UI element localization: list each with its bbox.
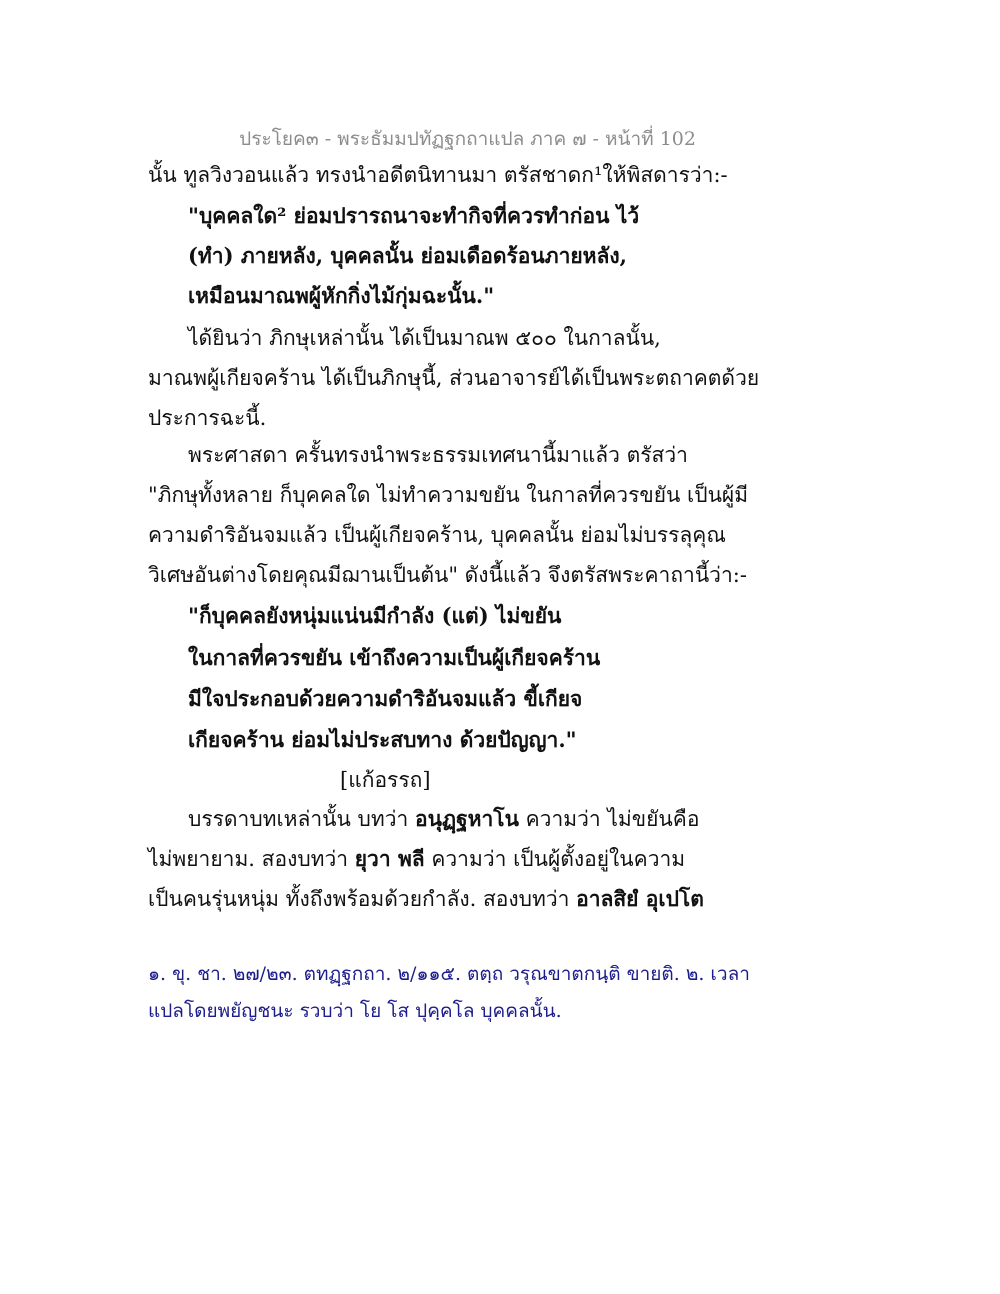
- paragraph-line: [148, 888, 704, 910]
- paragraph-line: [148, 848, 685, 870]
- paragraph-line: ความดำริอันจมแล้ว เป็นผู้เกียจคร้าน, บุคคลนั้น ย่อมไม่บรรลุคุณ: [148, 523, 726, 547]
- pali-term: อนุฏฺฐหาโน: [415, 806, 519, 831]
- paragraph-line: [188, 808, 699, 830]
- pali-term: ยุวา พลี: [354, 846, 425, 871]
- paragraph-line: ประการฉะนี้.: [148, 406, 267, 430]
- verse-line: เหมือนมาณพผู้หักกิ่งไม้กุ่มฉะนั้น.": [188, 283, 495, 308]
- footnote-line: แปลโดยพยัญชนะ รวบว่า โย โส ปุคฺคโล บุคคลนั้น.: [148, 1000, 562, 1022]
- verse-line: มีใจประกอบด้วยความดำริอันจมแล้ว ขี้เกียจ: [188, 686, 583, 711]
- paragraph-line: ได้ยินว่า ภิกษุเหล่านั้น ได้เป็นมาณพ ๕๐๐ ในกาลนั้น,: [188, 326, 661, 350]
- line-text: ความว่า เป็นผู้ตั้งอยู่ในความ: [424, 847, 686, 871]
- line-text: ความว่า ไม่ขยันคือ: [518, 807, 700, 831]
- line-text: เป็นคนรุ่นหนุ่ม ทั้งถึงพร้อมด้วยกำลัง. สองบทว่า: [148, 887, 577, 911]
- page-header: ประโยค๓ - พระธัมมปทัฏฐกถาแปล ภาค ๗ - หน้าที่ 102: [239, 128, 696, 150]
- verse-line: "ก็บุคคลยังหนุ่มแน่นมีกำลัง (แต่) ไม่ขยัน: [188, 603, 562, 628]
- verse-line: ในกาลที่ควรขยัน เข้าถึงความเป็นผู้เกียจคร้าน: [188, 645, 601, 670]
- verse-line: เกียจคร้าน ย่อมไม่ประสบทาง ด้วยปัญญา.": [188, 727, 577, 752]
- line-text: ไม่พยายาม. สองบทว่า: [148, 847, 355, 871]
- verse-line: (ทำ) ภายหลัง, บุคคลนั้น ย่อมเดือดร้อนภายหลัง,: [188, 243, 627, 268]
- paragraph-line: "ภิกษุทั้งหลาย ก็บุคคลใด ไม่ทำความขยัน ในกาลที่ควรขยัน เป็นผู้มี: [148, 483, 749, 507]
- line-text: บรรดาบทเหล่านั้น บทว่า: [188, 807, 415, 831]
- paragraph-line: มาณพผู้เกียจคร้าน ได้เป็นภิกษุนี้, ส่วนอาจารย์ได้เป็นพระตถาคตด้วย: [148, 366, 760, 390]
- paragraph-line: นั้น ทูลวิงวอนแล้ว ทรงนำอดีตนิทานมา ตรัสชาดก¹ให้พิสดารว่า:-: [148, 163, 728, 187]
- paragraph-line: พระศาสดา ครั้นทรงนำพระธรรมเทศนานี้มาแล้ว ตรัสว่า: [188, 443, 688, 467]
- section-heading: [แก้อรรถ]: [340, 768, 431, 792]
- footnote-line: ๑. ขุ. ชา. ๒๗/๒๓. ตทฏฺฐกถา. ๒/๑๑๕. ตตฺถ วรุณขาตกนฺติ ขายติ. ๒. เวลา: [148, 963, 750, 985]
- paragraph-line: วิเศษอันต่างโดยคุณมีฌานเป็นต้น" ดังนี้แล้ว จึงตรัสพระคาถานี้ว่า:-: [148, 563, 747, 587]
- pali-term: อาลสิยํ อุเปโต: [576, 886, 704, 911]
- verse-line: "บุคคลใด² ย่อมปรารถนาจะทำกิจที่ควรทำก่อน ไว้: [188, 203, 640, 228]
